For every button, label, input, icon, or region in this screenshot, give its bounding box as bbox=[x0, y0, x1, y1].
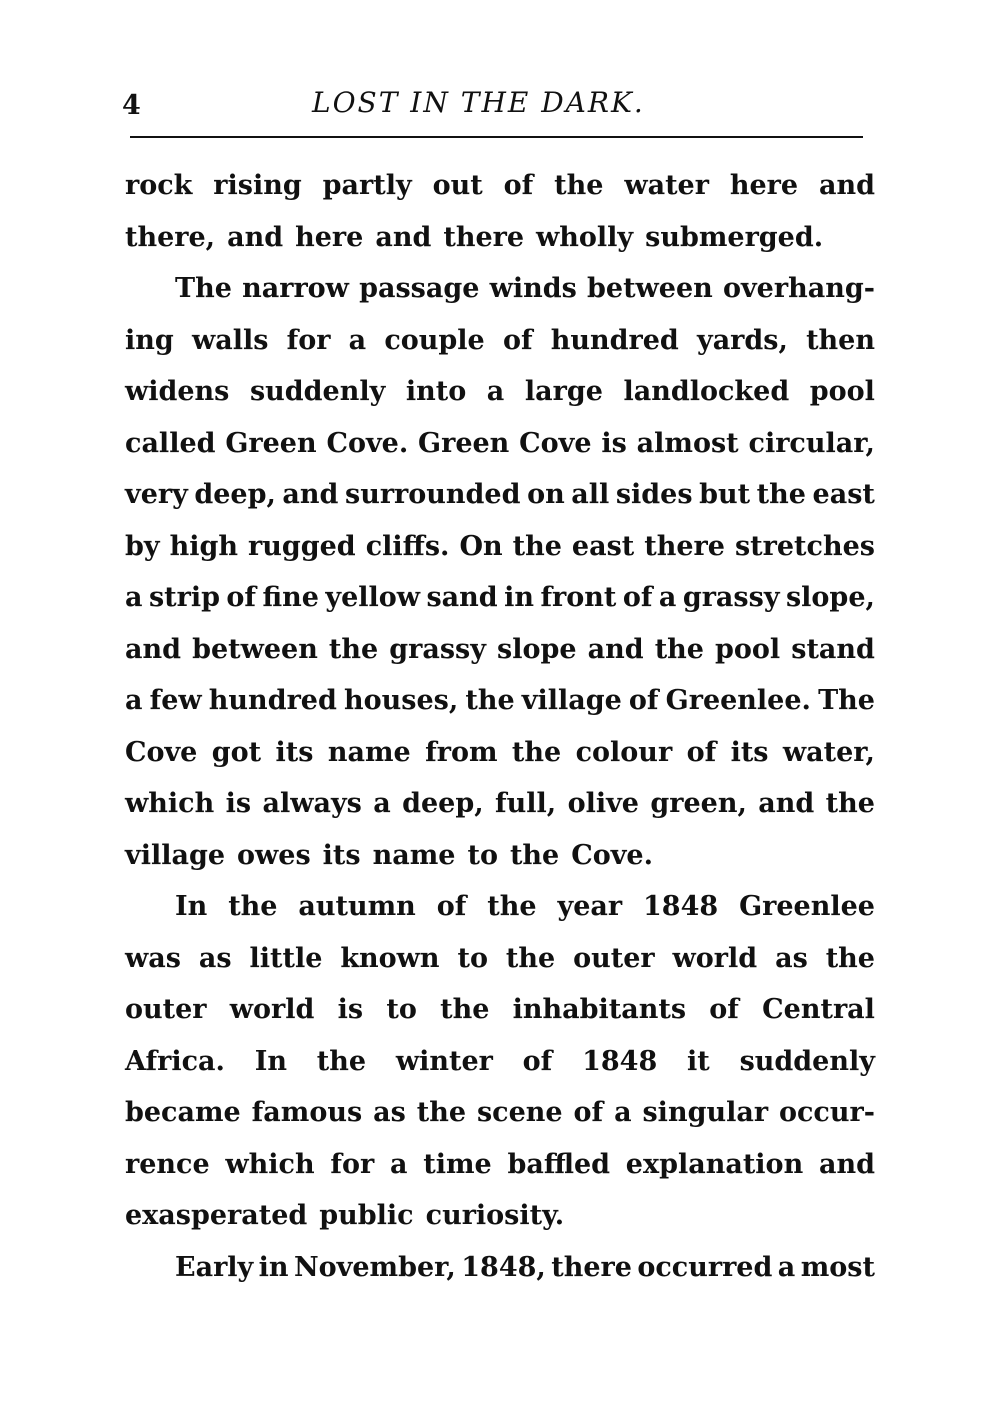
word: Greenlee. bbox=[665, 685, 811, 716]
word: got bbox=[211, 736, 262, 768]
word: water, bbox=[782, 736, 875, 768]
word: green, bbox=[650, 788, 747, 819]
word: into bbox=[405, 376, 467, 407]
word: famous bbox=[251, 1097, 363, 1128]
text-line bbox=[125, 212, 875, 264]
word: village bbox=[125, 839, 226, 871]
word: surrounded bbox=[345, 479, 521, 510]
word: Early bbox=[175, 1251, 254, 1283]
word: large bbox=[524, 376, 603, 407]
word: is bbox=[337, 994, 364, 1025]
word: yellow bbox=[325, 582, 421, 613]
word: which bbox=[125, 788, 215, 819]
word: autumn bbox=[298, 891, 416, 922]
text-line bbox=[125, 1087, 875, 1139]
word: inhabitants bbox=[512, 994, 687, 1025]
word: always bbox=[262, 788, 362, 819]
word: submerged. bbox=[645, 221, 824, 253]
word: name bbox=[372, 839, 456, 871]
word: the bbox=[328, 633, 379, 665]
word: occurred bbox=[637, 1251, 773, 1283]
word: baffled bbox=[507, 1148, 611, 1180]
word: In bbox=[175, 891, 208, 922]
word: which bbox=[225, 1148, 315, 1180]
word: all bbox=[571, 479, 610, 510]
word: of bbox=[622, 582, 653, 613]
word: November, bbox=[293, 1251, 456, 1283]
word: on bbox=[527, 479, 565, 510]
word: for bbox=[330, 1148, 375, 1180]
word: curiosity. bbox=[425, 1200, 565, 1231]
word: between bbox=[587, 273, 713, 304]
word: Cove. bbox=[326, 427, 409, 459]
text-line bbox=[125, 366, 875, 418]
word: name bbox=[327, 736, 411, 768]
word: became bbox=[125, 1097, 241, 1128]
text-line bbox=[125, 469, 875, 521]
word: owes bbox=[237, 839, 311, 871]
text-line bbox=[125, 830, 875, 882]
word: 1848 bbox=[582, 1045, 658, 1077]
text-line bbox=[125, 160, 875, 212]
word: here bbox=[295, 221, 364, 253]
word: The bbox=[175, 273, 232, 304]
word: rising bbox=[213, 170, 302, 201]
word: world bbox=[672, 942, 758, 974]
text-line bbox=[125, 675, 875, 727]
word: stand bbox=[791, 633, 875, 665]
word: Green bbox=[418, 427, 510, 459]
word: narrow bbox=[242, 273, 349, 304]
text-line bbox=[125, 727, 875, 779]
text-line bbox=[125, 315, 875, 367]
word: a bbox=[125, 685, 143, 716]
word: Green bbox=[225, 427, 317, 459]
text-line bbox=[125, 1190, 875, 1242]
word: full, bbox=[495, 788, 557, 819]
word: of bbox=[502, 324, 533, 356]
word: deep, bbox=[402, 788, 484, 819]
word: rence bbox=[125, 1148, 210, 1180]
word: strip bbox=[148, 582, 220, 613]
word: the bbox=[316, 1045, 367, 1077]
word: overhang- bbox=[722, 273, 875, 304]
word: out bbox=[432, 170, 483, 201]
text-line bbox=[125, 572, 875, 624]
word: and bbox=[375, 221, 432, 253]
word: pool bbox=[809, 376, 875, 407]
word: 1848 bbox=[643, 891, 719, 922]
word: slope, bbox=[785, 582, 875, 613]
word: explanation bbox=[625, 1148, 804, 1180]
word: outer bbox=[125, 994, 207, 1025]
word: there, bbox=[125, 221, 216, 253]
word: The bbox=[818, 685, 875, 716]
word: a bbox=[486, 376, 505, 407]
word: suddenly bbox=[249, 376, 386, 407]
word: here bbox=[729, 170, 799, 201]
word: most bbox=[800, 1251, 875, 1283]
word: couple bbox=[384, 324, 485, 356]
word: sides bbox=[615, 479, 693, 510]
word: to bbox=[467, 839, 498, 871]
word: yards, bbox=[697, 324, 788, 356]
word: landlocked bbox=[623, 376, 790, 407]
word: to bbox=[457, 942, 488, 974]
word: a bbox=[373, 788, 391, 819]
word: world bbox=[229, 994, 315, 1025]
word: the bbox=[654, 633, 704, 665]
text-line bbox=[125, 881, 875, 933]
word: of bbox=[436, 891, 467, 922]
word: a bbox=[614, 1097, 632, 1128]
word: from bbox=[425, 736, 498, 768]
word: walls bbox=[191, 324, 269, 356]
word: there bbox=[551, 1251, 632, 1283]
word: of bbox=[709, 994, 739, 1025]
word: the bbox=[825, 788, 875, 819]
word: Greenlee bbox=[739, 891, 875, 922]
word: circular, bbox=[748, 427, 875, 459]
word: In bbox=[254, 1045, 287, 1077]
word: for bbox=[286, 324, 331, 356]
word: olive bbox=[567, 788, 639, 819]
word: of bbox=[628, 685, 659, 716]
word: public bbox=[319, 1200, 414, 1231]
word: it bbox=[687, 1045, 710, 1077]
word: to bbox=[386, 994, 417, 1025]
word: deep, bbox=[194, 479, 276, 510]
word: winds bbox=[489, 273, 577, 304]
text-line bbox=[125, 521, 875, 573]
word: scene bbox=[476, 1097, 563, 1128]
word: Central bbox=[762, 994, 875, 1025]
word: colour bbox=[575, 736, 673, 768]
word: slope bbox=[497, 633, 577, 665]
word: wholly bbox=[536, 221, 634, 253]
word: stretches bbox=[734, 530, 875, 562]
word: ing bbox=[125, 324, 174, 356]
word: sand bbox=[426, 582, 498, 613]
word: front bbox=[540, 582, 617, 613]
word: cliffs. bbox=[365, 530, 450, 562]
word: and bbox=[758, 788, 815, 819]
word: grassy bbox=[682, 582, 780, 613]
word: as bbox=[373, 1097, 406, 1128]
word: time bbox=[423, 1148, 492, 1180]
word: the bbox=[465, 685, 515, 716]
word: but bbox=[699, 479, 751, 510]
word: east bbox=[812, 479, 875, 510]
word: outer bbox=[573, 942, 655, 974]
word: and bbox=[818, 1148, 875, 1180]
word: and bbox=[282, 479, 339, 510]
word: of bbox=[573, 1097, 604, 1128]
word: hundred bbox=[550, 324, 679, 356]
word: is bbox=[601, 427, 627, 459]
word: Cove bbox=[519, 427, 592, 459]
word: On bbox=[459, 530, 503, 562]
word: and bbox=[227, 221, 284, 253]
page-number: 4 bbox=[122, 90, 141, 121]
word: the bbox=[511, 736, 562, 768]
word: by bbox=[125, 530, 160, 562]
word: the bbox=[487, 891, 537, 922]
word: of bbox=[226, 582, 257, 613]
word: water bbox=[624, 170, 709, 201]
word: a bbox=[777, 1251, 796, 1283]
word: the bbox=[825, 942, 875, 974]
word: of bbox=[503, 170, 534, 201]
text-line bbox=[125, 933, 875, 985]
word: a bbox=[658, 582, 677, 613]
word: the bbox=[554, 170, 604, 201]
word: the bbox=[505, 942, 556, 974]
word: between bbox=[192, 633, 318, 665]
word: grassy bbox=[389, 633, 486, 665]
word: fine bbox=[262, 582, 319, 613]
word: partly bbox=[322, 170, 412, 201]
word: a bbox=[389, 1148, 408, 1180]
word: was bbox=[125, 942, 181, 974]
word: little bbox=[249, 942, 323, 974]
word: few bbox=[149, 685, 202, 716]
word: 1848, bbox=[461, 1251, 546, 1283]
word: as bbox=[198, 942, 232, 974]
word: the bbox=[416, 1097, 467, 1128]
word: then bbox=[806, 324, 875, 356]
word: a bbox=[125, 582, 143, 613]
word: singular bbox=[642, 1097, 769, 1128]
word: of bbox=[686, 736, 717, 768]
word: houses, bbox=[343, 685, 459, 716]
text-line bbox=[125, 418, 875, 470]
word: passage bbox=[359, 273, 480, 304]
running-title: LOST IN THE DARK. bbox=[312, 86, 645, 119]
word: year bbox=[557, 891, 623, 922]
word: the bbox=[512, 530, 562, 562]
word: very bbox=[125, 479, 188, 510]
word: there bbox=[443, 221, 525, 253]
text-line bbox=[125, 1036, 875, 1088]
word: winter bbox=[395, 1045, 493, 1077]
word: the bbox=[509, 839, 560, 871]
word: as bbox=[775, 942, 808, 974]
word: of bbox=[522, 1045, 553, 1077]
word: pool bbox=[715, 633, 781, 665]
word: hundred bbox=[208, 685, 337, 716]
word: widens bbox=[125, 376, 230, 407]
word: Africa. bbox=[125, 1045, 225, 1077]
header-rule bbox=[130, 136, 863, 138]
text-line bbox=[125, 624, 875, 676]
word: known bbox=[340, 942, 440, 974]
word: its bbox=[275, 736, 314, 768]
word: its bbox=[322, 839, 361, 871]
word: called bbox=[125, 427, 216, 459]
word: and bbox=[125, 633, 182, 665]
word: high bbox=[169, 530, 238, 562]
word: rock bbox=[125, 170, 193, 201]
word: and bbox=[818, 170, 875, 201]
word: east bbox=[571, 530, 635, 562]
word: its bbox=[730, 736, 769, 768]
text-line bbox=[125, 778, 875, 830]
word: Cove. bbox=[571, 839, 653, 871]
word: a bbox=[348, 324, 367, 356]
page-header bbox=[122, 86, 862, 126]
text-line bbox=[125, 1242, 875, 1294]
word: the bbox=[440, 994, 490, 1025]
word: rugged bbox=[248, 530, 356, 562]
text-line bbox=[125, 984, 875, 1036]
body-text bbox=[125, 160, 875, 1293]
word: in bbox=[258, 1251, 289, 1283]
word: almost bbox=[636, 427, 739, 459]
word: in bbox=[504, 582, 534, 613]
word: exasperated bbox=[125, 1200, 308, 1231]
word: the bbox=[228, 891, 278, 922]
text-line bbox=[125, 263, 875, 315]
word: and bbox=[587, 633, 644, 665]
word: Cove bbox=[125, 736, 198, 768]
word: there bbox=[644, 530, 725, 562]
word: is bbox=[225, 788, 252, 819]
word: occur- bbox=[778, 1097, 875, 1128]
word: suddenly bbox=[739, 1045, 875, 1077]
word: the bbox=[756, 479, 806, 510]
text-line bbox=[125, 1139, 875, 1191]
word: village bbox=[521, 685, 622, 716]
